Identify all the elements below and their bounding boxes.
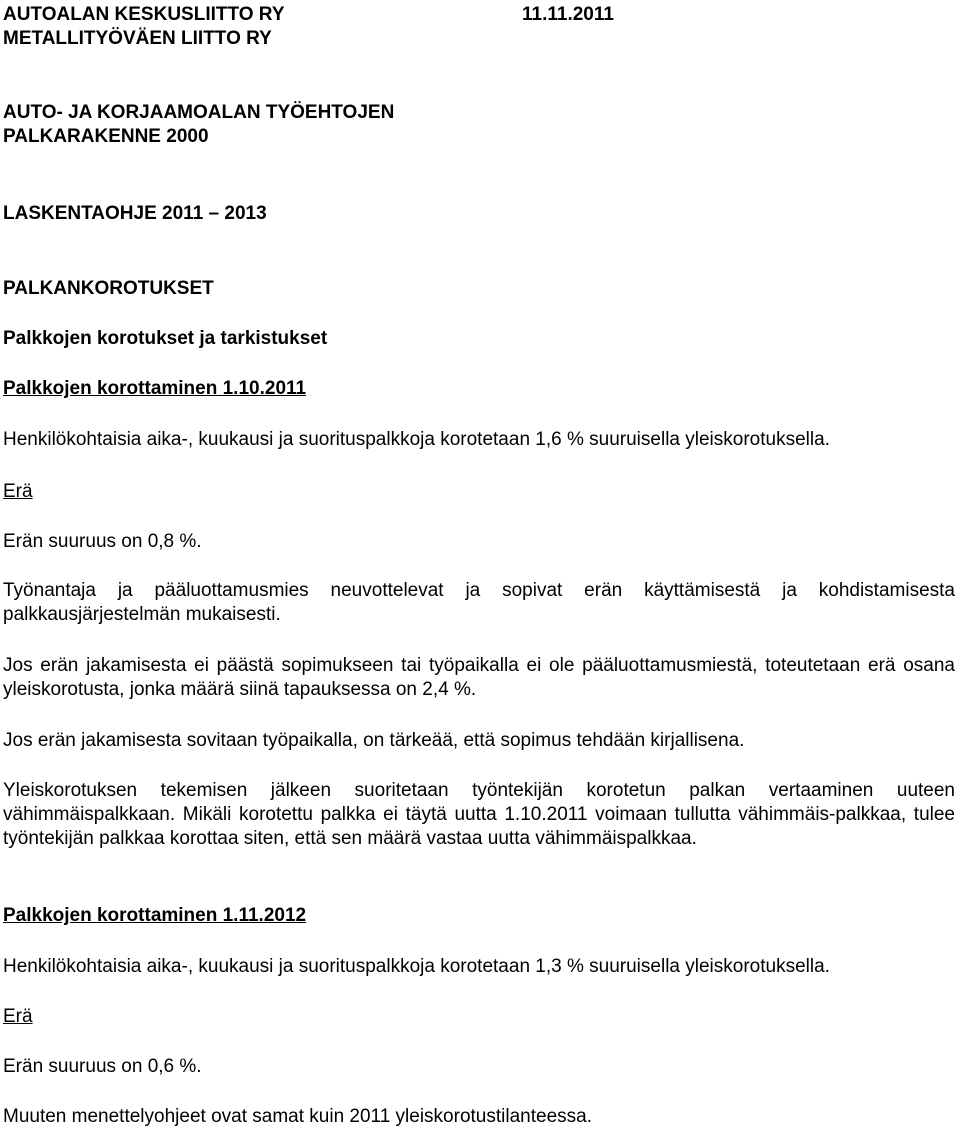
- raise-2012-general: Henkilökohtaisia aika-, kuukausi ja suorituspalkkoja korotetaan 1,3 % suuruisella yleiskorotuksella.: [3, 956, 830, 977]
- raise-2011-era-heading: Erä: [3, 481, 33, 502]
- raise-2012-heading: Palkkojen korottaminen 1.11.2012: [3, 905, 307, 926]
- raise-2011-era-size: Erän suuruus on 0,8 %.: [3, 531, 202, 552]
- raise-2011-general: Henkilökohtaisia aika-, kuukausi ja suorituspalkkoja korotetaan 1,6 % suuruisella yleiskorotuksella.: [3, 429, 830, 450]
- raise-2011-paragraph-3: Jos erän jakamisesta sovitaan työpaikalla, on tärkeää, että sopimus tehdään kirjallisena.: [3, 730, 745, 751]
- section-subheading: Palkkojen korotukset ja tarkistukset: [3, 328, 328, 349]
- raise-2011-paragraph-1: Työnantaja ja pääluottamusmies neuvottelevat ja sopivat erän käyttämisestä ja kohdistamisesta palkkausjärjestelmän mukaisesti.: [3, 580, 955, 625]
- section-heading: PALKANKOROTUKSET: [3, 278, 214, 299]
- document-title-line2: PALKARAKENNE 2000: [3, 126, 209, 147]
- raise-2011-heading: Palkkojen korottaminen 1.10.2011: [3, 378, 307, 399]
- raise-2012-era-heading: Erä: [3, 1006, 33, 1027]
- raise-2012-closing: Muuten menettelyohjeet ovat samat kuin 2011 yleiskorotustilanteessa.: [3, 1106, 592, 1127]
- document-subtitle: LASKENTAOHJE 2011 – 2013: [3, 203, 267, 224]
- header-org2: METALLITYÖVÄEN LIITTO RY: [3, 28, 272, 49]
- document-title-line1: AUTO- JA KORJAAMOALAN TYÖEHTOJEN: [3, 102, 395, 123]
- header-org1: AUTOALAN KESKUSLIITTO RY: [3, 4, 285, 25]
- raise-2012-era-size: Erän suuruus on 0,6 %.: [3, 1056, 202, 1077]
- header-date: 11.11.2011: [522, 4, 614, 25]
- raise-2011-paragraph-2: Jos erän jakamisesta ei päästä sopimukseen tai työpaikalla ei ole pääluottamusmiestä, toteutetaan erä osana yleiskorotusta, jonka määrä siinä tapauksessa on 2,4 %.: [3, 655, 955, 700]
- raise-2011-paragraph-4: Yleiskorotuksen tekemisen jälkeen suoritetaan työntekijän korotetun palkan vertaaminen uuteen vähimmäispalkkaan. Mikäli korotettu palkka ei täytä uutta 1.10.2011 voimaan tullutta vähimmäis-palkkaa, tulee työntekijän palkkaa korottaa siten, että sen määrä vastaa uutta vähimmäispalkkaa.: [3, 780, 955, 849]
